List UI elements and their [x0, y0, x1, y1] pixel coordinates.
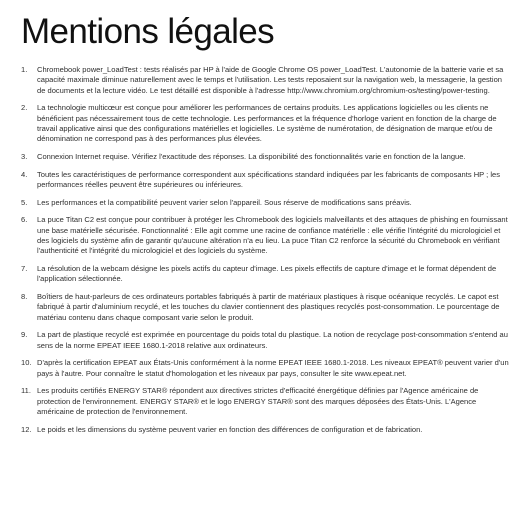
- legal-note-number: 6.: [21, 215, 28, 225]
- legal-note-number: 5.: [21, 197, 28, 207]
- legal-note-number: 11.: [21, 386, 31, 396]
- legal-note-text: D'après la certification EPEAT aux États-Unis conformément à la norme EPEAT IEEE 1680.1-2018. Les niveaux EPEAT® peuvent varier d'un pays à l'autre. Pour connaître le statut d'homologation et les niveaux par pays, consulter le site www.epeat.net.: [37, 358, 509, 378]
- legal-note-text: Le poids et les dimensions du système peuvent varier en fonction des différences de configuration et de fabrication.: [37, 424, 423, 434]
- legal-note-text: Les performances et la compatibilité peuvent varier selon l'appareil. Sous réserve de modifications sans préavis.: [37, 197, 412, 207]
- legal-note-text: La technologie multicœur est conçue pour améliorer les performances de certains produits. Les applications logicielles ou les clients ne bénéficient pas nécessairement tous de cette technologie. Les performances et la fréquence d'horloge varient en fonction de la charge de travail applicative ainsi que des configurations matérielles et logicielles. Le système de numérotation, de désignation de marque et/ou de dénomination ne correspond pas à des performances plus élevées.: [37, 103, 497, 144]
- legal-note-text: Chromebook power_LoadTest : tests réalisés par HP à l'aide de Google Chrome OS power_LoadTest. L'autonomie de la batterie varie et sa capacité maximale diminue naturellement avec le temps et l'utilisation. Les tests reposaient sur la navigation web, la messagerie, la gestion de documents et la lecture vidéo. Le test détaillé est disponible à l'adresse http://www.chromium.org/chromium-os/testing/power-testing.: [37, 65, 504, 95]
- legal-note-text: Boîtiers de haut-parleurs de ces ordinateurs portables fabriqués à partir de matériaux plastiques à risque océanique recyclés. Le capot est fabriqué à partir d'aluminium recyclé, et les touches du clavier contiennent des plastiques recyclés post-consommation. Le pourcentage de matériau contenu dans chaque composant varie selon le produit.: [37, 291, 500, 322]
- legal-note-item: [21, 198, 510, 208]
- legal-note-text: Toutes les caractéristiques de performance correspondent aux spécifications standard indiquées par les fabricants de composants HP ; les performances réelles peuvent être supérieures ou inférieures.: [37, 169, 500, 189]
- legal-note-number: 2.: [21, 103, 28, 113]
- legal-note-item: [21, 152, 510, 162]
- legal-note-text: La résolution de la webcam désigne les pixels actifs du capteur d'image. Les pixels effectifs de capture d'image et le format dépendent de l'application sélectionnée.: [37, 263, 497, 284]
- legal-note-item: [21, 358, 510, 379]
- legal-note-text: La part de plastique recyclé est exprimée en pourcentage du poids total du plastique. La notion de recyclage post-consommation s'entend au sens de la norme EPEAT IEEE 1680.1-2018 relative aux ordinateurs.: [37, 330, 508, 350]
- legal-note-number: 12.: [21, 424, 32, 434]
- legal-note-item: [21, 330, 510, 351]
- legal-note-item: [21, 264, 510, 285]
- legal-note-item: [21, 103, 510, 144]
- legal-note-number: 7.: [21, 263, 28, 273]
- legal-note-number: 1.: [21, 65, 28, 74]
- legal-note-number: 9.: [21, 330, 28, 340]
- legal-note-item: [21, 425, 510, 435]
- legal-note-item: [21, 386, 510, 417]
- legal-note-item: [21, 215, 510, 256]
- legal-note-item: [21, 65, 510, 96]
- legal-note-text: La puce Titan C2 est conçue pour contribuer à protéger les Chromebook des logiciels malveillants et des attaques de phishing en fournissant une base matérielle sécurisée. Fonctionnalité : Elle agit comme une racine de confiance matérielle : elle vérifie l'intégrité du micrologiciel et des logiciels du système afin de garantir qu'aucune altération n'a eu lieu. La puce Titan C2 renforce la sécurité du Chromebook en vérifiant l'authenticité et l'intégrité du micrologiciel et des logiciels du système.: [37, 215, 508, 256]
- legal-note-text: Connexion Internet requise. Vérifiez l'exactitude des réponses. La disponibilité des fonctionnalités varie en fonction de la langue.: [37, 152, 466, 161]
- legal-note-number: 3.: [21, 152, 28, 161]
- legal-notes-list: [21, 65, 510, 435]
- legal-note-number: 4.: [21, 169, 28, 179]
- legal-note-number: 10.: [21, 358, 32, 368]
- legal-note-item: [21, 292, 510, 323]
- legal-note-item: [21, 170, 510, 191]
- legal-note-text: Les produits certifiés ENERGY STAR® répondent aux directives strictes d'efficacité énergétique définies par l'Agence américaine de protection de l'environnement. ENERGY STAR® et le logo ENERGY STAR® sont des marques déposées des États-Unis. L'Agence américaine de protection de l'environnement.: [37, 386, 479, 416]
- legal-note-number: 8.: [21, 291, 28, 301]
- page-title: Mentions légales: [21, 12, 275, 51]
